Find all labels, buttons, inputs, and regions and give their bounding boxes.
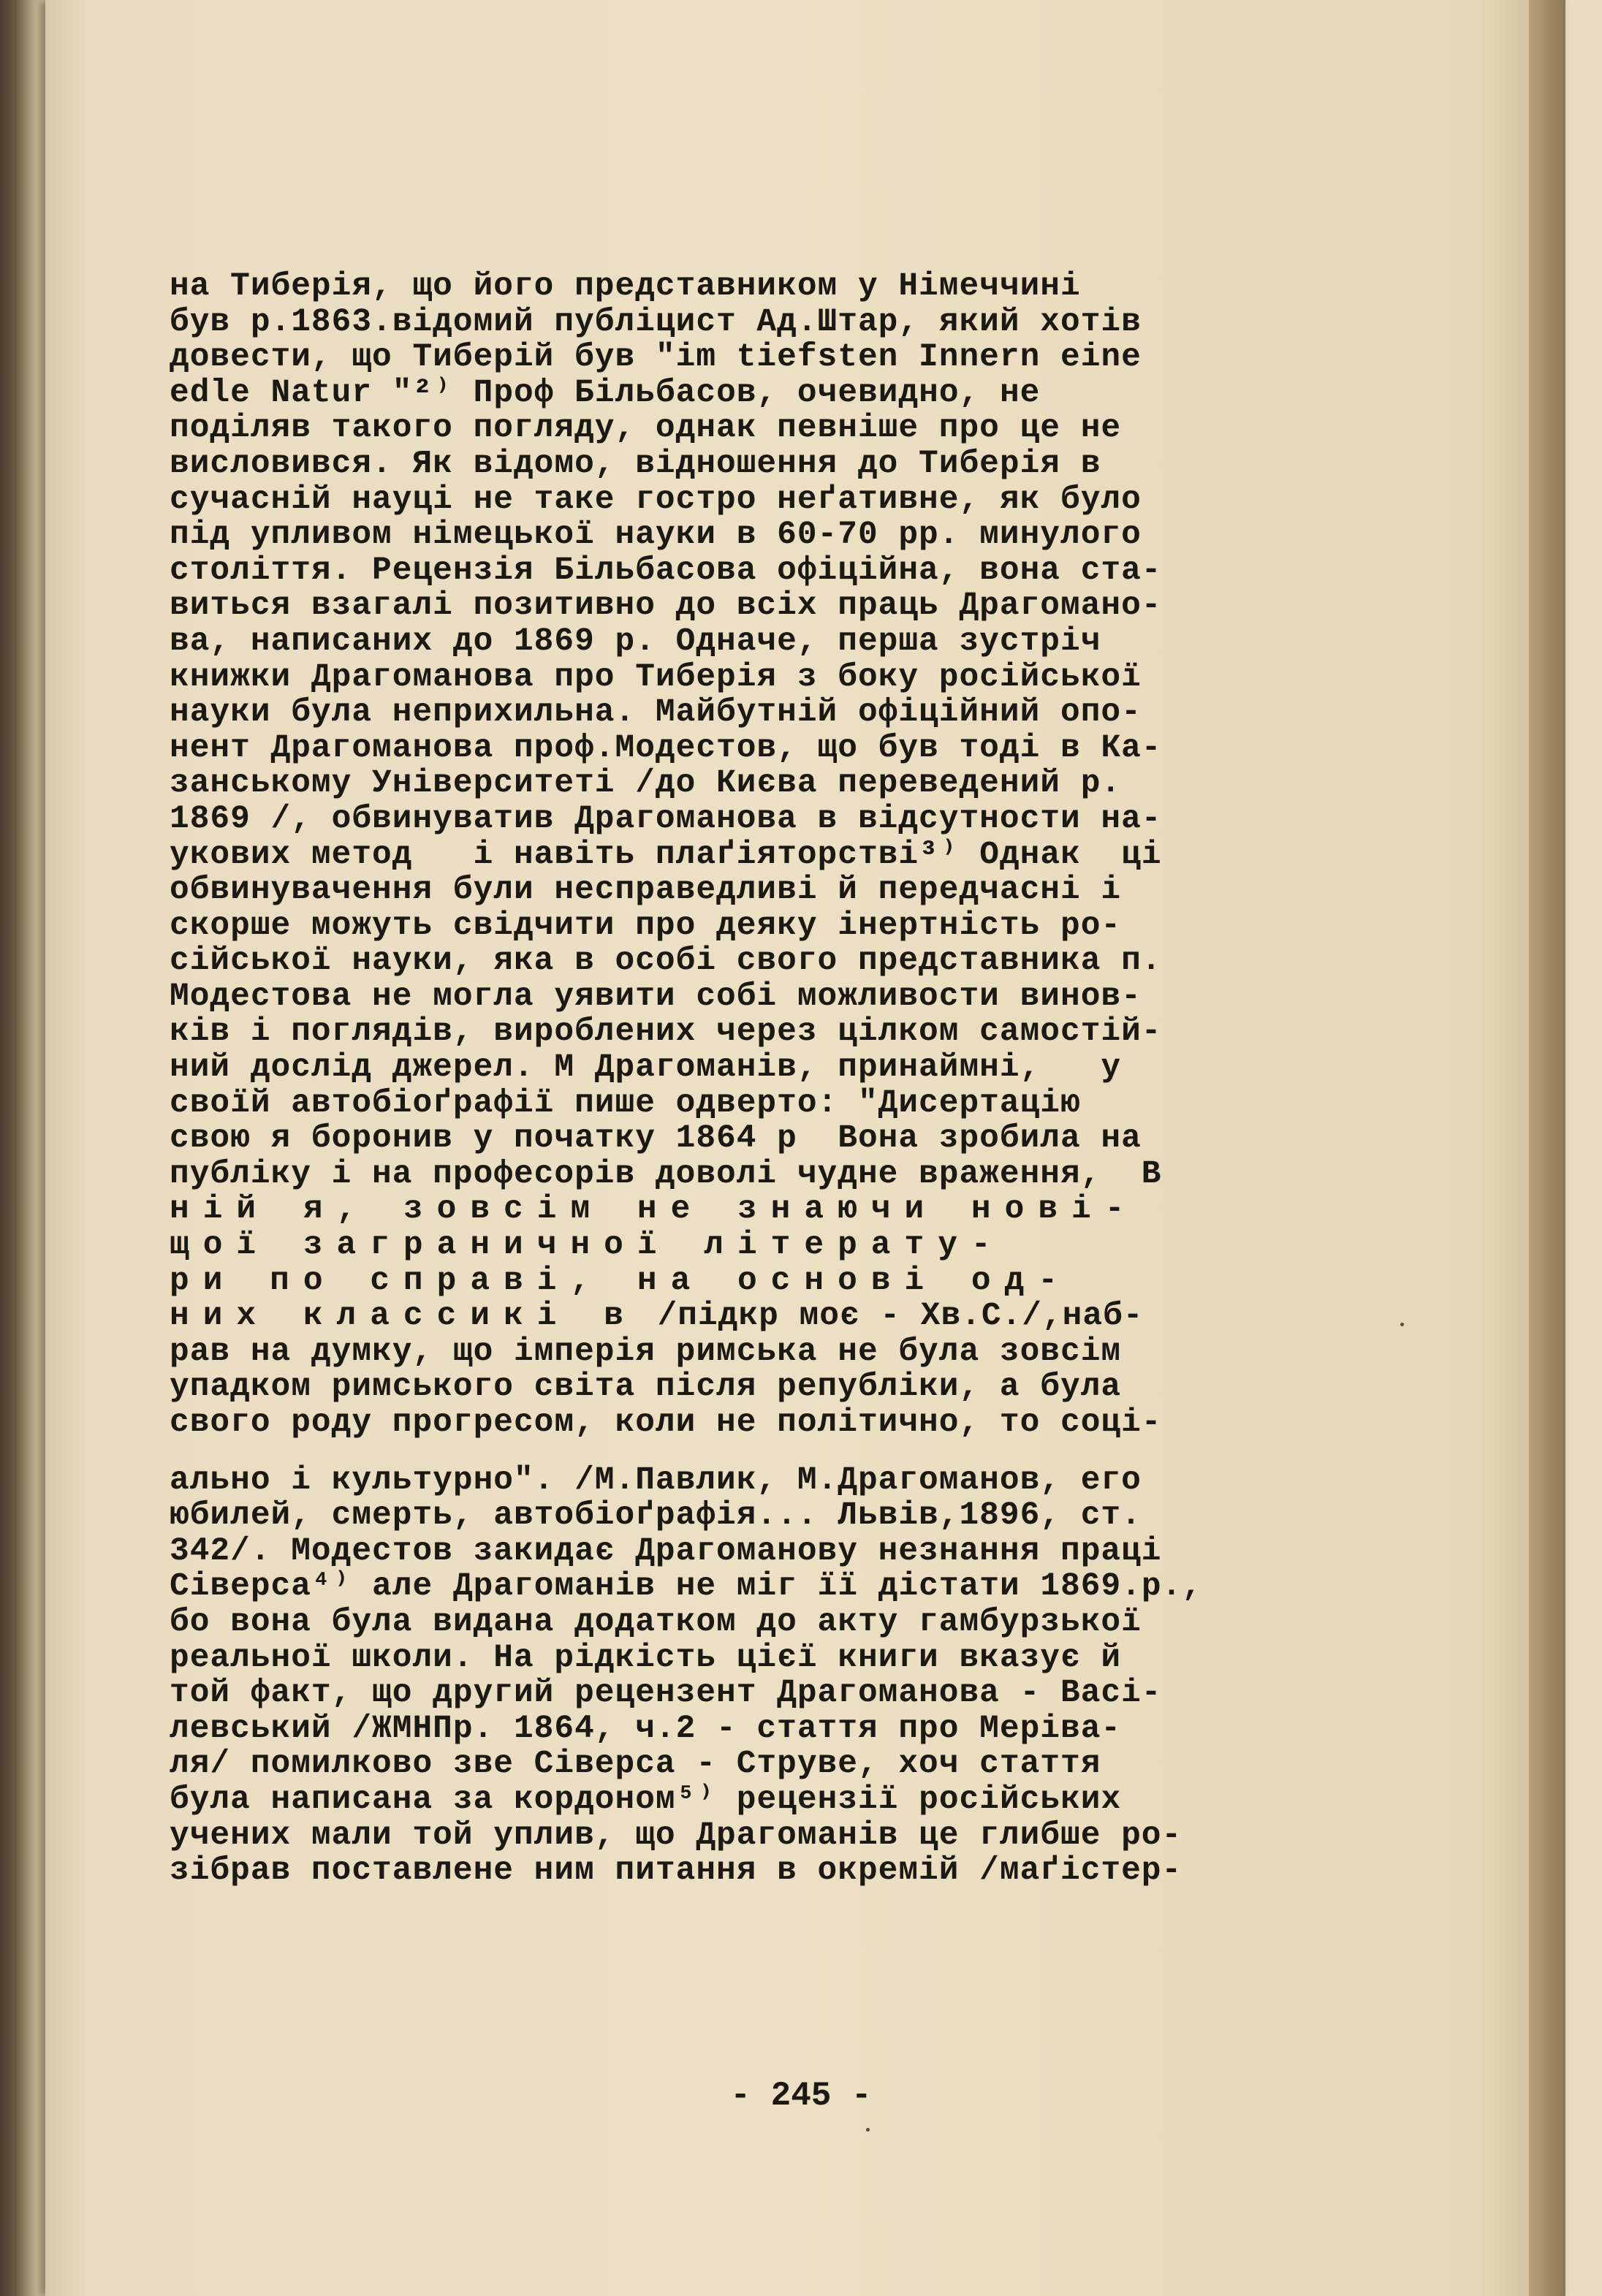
spaced-emphasis-fragment: них классикі в <box>170 1298 637 1335</box>
footnote-line: учених мали той уплив, що Драгоманів це глибше ро- <box>170 1817 1182 1854</box>
text-line: упадком римського світа після републіки, а була <box>170 1369 1122 1406</box>
text-line: висловився. Як відомо, відношення до Тиберія в <box>170 445 1101 482</box>
text-line: століття. Рецензія Більбасова офіційна, вона ста- <box>170 552 1162 589</box>
text-line: рав на думку, що імперія римська не була зовсім <box>170 1333 1122 1370</box>
spaced-emphasis-line: ри по справі, на основі од- <box>170 1262 1072 1299</box>
text-line: сучасній науці не таке гостро неґативне, як було <box>170 481 1142 518</box>
text-line: ва, написаних до 1869 р. Одначе, перша зустріч <box>170 623 1101 660</box>
footnote-line: була написана за кордоном⁵⁾ рецензії російських <box>170 1781 1122 1818</box>
footnote-line: зібрав поставлене ним питання в окремій /маґістер- <box>170 1852 1182 1890</box>
footnote-line: юбилей, смерть, автобіоґрафія... Львів,1896, ст. <box>170 1497 1142 1535</box>
text-line: нент Драгоманова проф.Модестов, що був тоді в Ка- <box>170 729 1162 767</box>
text-line: довести, що Тиберій був "im tiefsten Innern eine <box>170 339 1142 376</box>
text-line: книжки Драгоманова про Тиберія з боку російської <box>170 658 1142 696</box>
footnote-line: реальної школи. На рідкість цієї книги вказує й <box>170 1639 1122 1676</box>
footnote-line: 342/. Модестов закидає Драгоманову незнання праці <box>170 1532 1162 1570</box>
spaced-emphasis-line: ній я, зовсім не знаючи нові- <box>170 1191 1139 1228</box>
spaced-emphasis-line: щої заграничної літерату- <box>170 1227 1005 1264</box>
text-line: був р.1863.відомий публіцист Ад.Штар, який хотів <box>170 303 1142 341</box>
spaced-emphasis-line-with-note <box>170 1299 1368 1334</box>
text-line: свою я боронив у початку 1864 р Вона зробила на <box>170 1120 1142 1157</box>
text-line: обвинувачення були несправедливі й передчасні і <box>170 872 1122 909</box>
text-line: ний дослід джерел. М Драгоманів, принаймні, у <box>170 1049 1122 1087</box>
footnote-line: ля/ помилково зве Сіверса - Струве, хоч стаття <box>170 1746 1101 1783</box>
footnote-block <box>170 1463 1368 1889</box>
text-line: на Тиберія, що його представником у Німеччині <box>170 268 1081 305</box>
footnote-line: ально і культурно". /М.Павлик, М.Драгоманов, его <box>170 1461 1142 1499</box>
text-line: свого роду прогресом, коли не політично, то соці- <box>170 1404 1162 1441</box>
text-line: виться взагалі позитивно до всіх праць Драгоманo- <box>170 588 1162 625</box>
paper-speck <box>866 2128 870 2132</box>
paragraph-gap <box>170 1441 1368 1463</box>
paper-speck <box>1400 1323 1404 1326</box>
text-line: занському Університеті /до Києва переведений р. <box>170 765 1122 802</box>
previous-page-edge <box>0 0 51 2296</box>
footnote-line: бо вона була видана додатком до акту гамбурзької <box>170 1603 1142 1641</box>
text-line: своїй автобіоґрафії пише одверто: "Дисертацію <box>170 1084 1081 1122</box>
book-edge-right <box>1529 0 1565 2296</box>
page-number: - 245 - <box>730 2077 872 2115</box>
text-line: 1869 /, обвинуватив Драгоманова в відсутности на- <box>170 800 1162 837</box>
text-line: під упливом німецької науки в 60-70 рр. минулого <box>170 517 1142 554</box>
text-line: скорше можуть свідчити про деяку інертність ро- <box>170 907 1122 944</box>
text-line: ків і поглядів, вироблених через цілком самостій- <box>170 1014 1162 1051</box>
text-line: публіку і на професорів доволі чудне враження, В <box>170 1155 1162 1193</box>
footnote-line: той факт, що другий рецензент Драгоманова - Васі- <box>170 1675 1162 1712</box>
footnote-line: Сіверса⁴⁾ але Драгоманів не міг її дістати 1869.р., <box>170 1568 1203 1605</box>
emphasis-note: /підкр моє - Хв.С./,наб- <box>637 1298 1144 1335</box>
text-line: укових метод і навіть плаґіяторстві³⁾ Однак ці <box>170 836 1162 873</box>
text-line: Модестова не могла уявити собі можливости винов- <box>170 978 1142 1015</box>
text-line: сійської науки, яка в особі свого представника п. <box>170 943 1162 980</box>
text-line: поділяв такого погляду, однак певніше про це не <box>170 410 1122 447</box>
body-text <box>170 269 1368 1889</box>
footnote-line: левський /ЖМНПр. 1864, ч.2 - стаття про Меріва- <box>170 1710 1122 1747</box>
text-line: науки була неприхильна. Майбутній офіційний опо- <box>170 694 1142 731</box>
text-line: edle Natur "²⁾ Проф Більбасов, очевидно, не <box>170 374 1041 411</box>
